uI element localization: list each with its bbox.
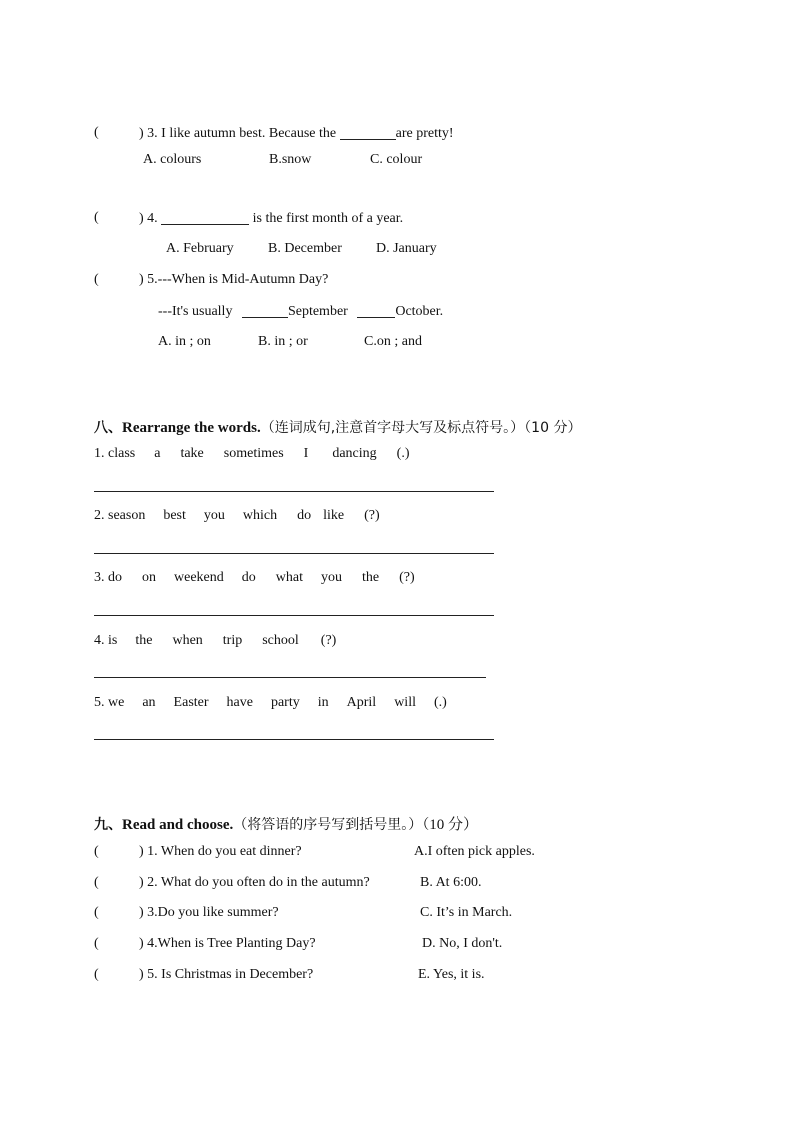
word: do <box>297 508 312 523</box>
q5-blank-2[interactable] <box>357 303 395 318</box>
word: the <box>135 633 153 648</box>
q4-stem: ) 4. <box>139 211 158 226</box>
match-question-3: ) 3.Do you like summer? <box>139 905 279 920</box>
q4-stem-end: is the first month of a year. <box>252 211 404 226</box>
word: Easter <box>173 695 209 710</box>
word: like <box>323 508 345 523</box>
match-paren: ( <box>94 936 99 951</box>
rearrange-item-4 <box>94 633 336 649</box>
answer-line-4[interactable] <box>94 677 486 678</box>
q3-option-a: A. colours <box>143 152 202 167</box>
word: do <box>241 570 256 585</box>
word: 3. do <box>94 570 122 585</box>
word: 1. class <box>94 446 136 461</box>
match-answer-e: E. Yes, it is. <box>418 967 485 982</box>
word: dancing <box>332 446 377 461</box>
word: when <box>172 633 203 648</box>
match-question-5: ) 5. Is Christmas in December? <box>139 967 314 982</box>
answer-line-3[interactable] <box>94 615 494 616</box>
section9-number: 九、 <box>94 817 122 833</box>
q4-question <box>139 210 403 227</box>
q5-option-a: A. in ; on <box>158 334 211 349</box>
q5-line2-mid: September <box>287 304 348 319</box>
rearrange-item-5 <box>94 695 447 711</box>
word: (.) <box>433 695 447 710</box>
rearrange-item-2 <box>94 508 380 524</box>
q5-blank-1[interactable] <box>242 303 288 318</box>
q5-line2-start: ---It's usually <box>158 304 233 319</box>
match-answer-a: A.I often pick apples. <box>414 844 535 859</box>
q3-stem: ) 3. I like autumn best. Because the <box>139 126 337 141</box>
word: party <box>270 695 300 710</box>
q3-option-c: C. colour <box>370 152 423 167</box>
section9-heading <box>94 813 478 834</box>
word: (.) <box>396 446 410 461</box>
word: which <box>242 508 278 523</box>
word: you <box>203 508 225 523</box>
q4-option-c: D. January <box>376 241 437 256</box>
q5-stem: ) 5.---When is Mid-Autumn Day? <box>139 272 329 287</box>
rearrange-item-3 <box>94 570 415 586</box>
q4-option-a: A. February <box>166 241 234 256</box>
match-paren: ( <box>94 875 99 890</box>
q4-blank[interactable] <box>161 210 249 225</box>
answer-line-1[interactable] <box>94 491 494 492</box>
word: will <box>394 695 416 710</box>
q5-paren: ( <box>94 272 99 287</box>
q5-option-c: C.on ; and <box>364 334 422 349</box>
match-paren: ( <box>94 905 99 920</box>
word: April <box>346 695 377 710</box>
word: trip <box>222 633 243 648</box>
section8-number: 八、 <box>94 420 122 436</box>
section8-title: Rearrange the words. <box>122 420 261 436</box>
q4-paren: ( <box>94 210 99 225</box>
section8-heading <box>94 417 581 437</box>
match-answer-c: C. It’s in March. <box>420 905 513 920</box>
section8-instruction: （连词成句,注意首字母大写及标点符号。）（10 分） <box>260 420 582 436</box>
word: (?) <box>364 508 380 523</box>
answer-line-2[interactable] <box>94 553 494 554</box>
match-question-1: ) 1. When do you eat dinner? <box>139 844 302 859</box>
word: I <box>303 446 309 461</box>
rearrange-item-1 <box>94 446 409 462</box>
q5-line2 <box>158 303 443 320</box>
match-paren: ( <box>94 967 99 982</box>
q3-paren: ( <box>94 125 99 140</box>
word: weekend <box>174 570 224 585</box>
word: best <box>163 508 186 523</box>
q5-option-b: B. in ; or <box>258 334 308 349</box>
q3-stem-end: are pretty! <box>395 126 454 141</box>
word: an <box>142 695 156 710</box>
q3-blank[interactable] <box>340 125 396 140</box>
word: sometimes <box>223 446 284 461</box>
q4-option-b: B. December <box>268 241 342 256</box>
match-question-4: ) 4.When is Tree Planting Day? <box>139 936 316 951</box>
match-question-2: ) 2. What do you often do in the autumn? <box>139 875 370 890</box>
word: (?) <box>399 570 415 585</box>
word: have <box>226 695 253 710</box>
answer-line-5[interactable] <box>94 739 494 740</box>
match-paren: ( <box>94 844 99 859</box>
word: you <box>320 570 342 585</box>
word: 2. season <box>94 508 146 523</box>
word: 4. is <box>94 633 118 648</box>
match-answer-b: B. At 6:00. <box>420 875 482 890</box>
q3-question <box>139 125 454 142</box>
word: take <box>180 446 204 461</box>
section9-instruction: （将答语的序号写到括号里。）（ <box>233 817 430 833</box>
word: the <box>361 570 380 585</box>
section9-score: 10 分） <box>429 817 479 833</box>
word: school <box>262 633 299 648</box>
word: in <box>317 695 329 710</box>
match-answer-d: D. No, I don't. <box>422 936 503 951</box>
word: a <box>154 446 161 461</box>
word: 5. we <box>94 695 125 710</box>
word: (?) <box>320 633 337 648</box>
q3-option-b: B.snow <box>269 152 312 167</box>
word: on <box>142 570 156 585</box>
word: what <box>275 570 303 585</box>
q5-line2-end: October. <box>395 304 444 319</box>
section9-title: Read and choose. <box>122 817 234 833</box>
